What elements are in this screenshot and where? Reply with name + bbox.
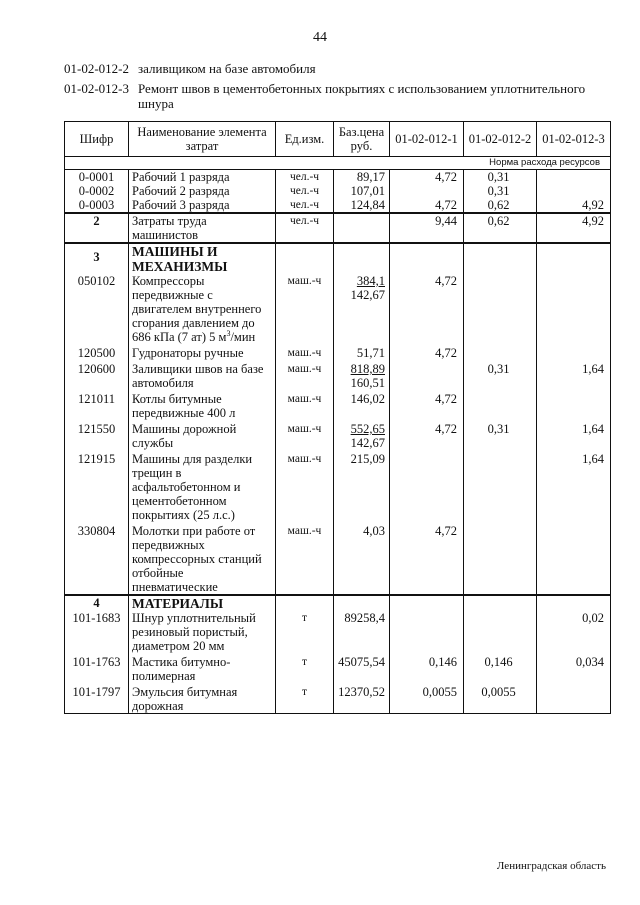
row-name: Затраты труда машинистов <box>129 213 276 243</box>
row-price: 146,02 <box>334 392 390 422</box>
row-price: 89,17 <box>334 170 390 185</box>
row-price-machinist: 142,67 <box>350 436 385 450</box>
row-v2: 0,31 <box>464 184 537 198</box>
row-name: Машины дорожной службы <box>129 422 276 452</box>
row-code: 101-1763 <box>65 655 129 685</box>
row-v2: 0,31 <box>464 422 537 452</box>
table-row <box>65 524 611 595</box>
table-row <box>65 595 611 611</box>
row-v3 <box>537 595 611 611</box>
code-description: Ремонт швов в цементобетонных покрытиях с использованием уплотнительного шнура <box>138 81 586 111</box>
row-v1: 0,0055 <box>390 685 464 714</box>
row-v1: 0,146 <box>390 655 464 685</box>
row-unit <box>276 595 334 611</box>
norm-label: Норма расхода ресурсов <box>65 157 611 170</box>
row-code: 0-0001 <box>65 170 129 185</box>
row-price: 384,1 <box>356 274 385 288</box>
footer-region: Ленинградская область <box>496 860 606 872</box>
row-v1 <box>390 184 464 198</box>
table-row <box>65 346 611 362</box>
row-v1 <box>390 243 464 274</box>
table-row <box>65 274 611 346</box>
row-unit: маш.-ч <box>276 346 334 362</box>
row-unit: маш.-ч <box>276 422 334 452</box>
row-v2: 0,0055 <box>464 685 537 714</box>
table-row <box>65 170 611 185</box>
table-row <box>65 392 611 422</box>
row-v1 <box>390 611 464 655</box>
row-price: 51,71 <box>334 346 390 362</box>
table-row <box>65 213 611 243</box>
row-code: 330804 <box>65 524 129 595</box>
row-v3: 1,64 <box>537 362 611 392</box>
code-label: 01-02-012-2 <box>64 61 129 76</box>
code-line-2 <box>64 81 598 111</box>
row-name: Рабочий 3 разряда <box>129 198 276 213</box>
row-v3 <box>537 392 611 422</box>
header-col1: 01-02-012-1 <box>390 122 464 157</box>
row-unit: т <box>276 655 334 685</box>
row-v3 <box>537 524 611 595</box>
row-unit: чел.-ч <box>276 198 334 213</box>
row-unit: т <box>276 685 334 714</box>
row-v1 <box>390 362 464 392</box>
row-unit: маш.-ч <box>276 452 334 524</box>
row-price <box>334 213 390 243</box>
row-price-machinist: 160,51 <box>350 376 385 390</box>
table-row <box>65 685 611 714</box>
row-v2 <box>464 274 537 346</box>
row-name: Мастика битумно-полимерная <box>129 655 276 685</box>
row-v1: 4,72 <box>390 198 464 213</box>
row-code: 050102 <box>65 274 129 346</box>
page-number: 44 <box>313 30 327 45</box>
row-code: 121550 <box>65 422 129 452</box>
row-code: 120500 <box>65 346 129 362</box>
row-name: Заливщики швов на базе автомобиля <box>129 362 276 392</box>
code-line-1 <box>64 61 598 76</box>
row-unit: чел.-ч <box>276 170 334 185</box>
row-name: Эмульсия битумная дорожная <box>129 685 276 714</box>
row-code: 101-1683 <box>65 611 129 655</box>
row-unit: чел.-ч <box>276 213 334 243</box>
row-v3 <box>537 184 611 198</box>
row-code: 121915 <box>65 452 129 524</box>
row-name-tail: /мин <box>230 330 256 344</box>
header-col2: 01-02-012-2 <box>464 122 537 157</box>
row-code: 101-1797 <box>65 685 129 714</box>
row-unit <box>276 243 334 274</box>
row-price: 89258,4 <box>334 611 390 655</box>
row-price: 45075,54 <box>334 655 390 685</box>
row-price: 818,89 <box>350 362 385 376</box>
row-v1: 4,72 <box>390 392 464 422</box>
row-name-superscript: 3 <box>226 328 231 338</box>
row-code: 2 <box>65 213 129 243</box>
row-v3: 4,92 <box>537 213 611 243</box>
row-code: 3 <box>65 243 129 274</box>
row-name: Рабочий 2 разряда <box>129 184 276 198</box>
table-row <box>65 611 611 655</box>
row-v2: 0,31 <box>464 362 537 392</box>
row-name-text: Компрессоры передвижные с двигателем внутреннего сгорания давлением до 686 кПа (7 ат) 5 м <box>132 274 262 344</box>
row-unit: чел.-ч <box>276 184 334 198</box>
row-price: 12370,52 <box>334 685 390 714</box>
table-row <box>65 184 611 198</box>
row-price-cell <box>334 362 390 392</box>
table-row <box>65 655 611 685</box>
table-row <box>65 452 611 524</box>
row-name: Гудронаторы ручные <box>129 346 276 362</box>
row-v2 <box>464 524 537 595</box>
row-price-cell <box>334 422 390 452</box>
row-v2: 0,62 <box>464 213 537 243</box>
row-v2 <box>464 452 537 524</box>
row-v2 <box>464 392 537 422</box>
header-col3: 01-02-012-3 <box>537 122 611 157</box>
header-unit: Ед.изм. <box>276 122 334 157</box>
code-label: 01-02-012-3 <box>64 81 129 96</box>
row-name: Котлы битумные передвижные 400 л <box>129 392 276 422</box>
row-price-cell <box>334 274 390 346</box>
row-unit: маш.-ч <box>276 274 334 346</box>
row-v3: 0,02 <box>537 611 611 655</box>
row-code: 4 <box>65 595 129 611</box>
row-v2 <box>464 346 537 362</box>
row-price: 107,01 <box>334 184 390 198</box>
row-v3 <box>537 685 611 714</box>
header-code: Шифр <box>65 122 129 157</box>
row-v2 <box>464 611 537 655</box>
row-code: 121011 <box>65 392 129 422</box>
row-price-machinist: 142,67 <box>350 288 385 302</box>
table-row <box>65 243 611 274</box>
row-v1: 9,44 <box>390 213 464 243</box>
row-v1 <box>390 452 464 524</box>
row-price: 124,84 <box>334 198 390 213</box>
row-v1: 4,72 <box>390 524 464 595</box>
row-price <box>334 243 390 274</box>
row-price: 552,65 <box>350 422 385 436</box>
norm-row <box>65 157 611 170</box>
row-v3 <box>537 274 611 346</box>
row-name <box>129 274 276 346</box>
header-name: Наименование элемента затрат <box>129 122 276 157</box>
table-header-row <box>65 122 611 157</box>
section-title: МАТЕРИАЛЫ <box>129 595 276 611</box>
code-description: заливщиком на базе автомобиля <box>138 61 316 76</box>
row-v1 <box>390 595 464 611</box>
row-v2 <box>464 595 537 611</box>
table-row <box>65 422 611 452</box>
table-row <box>65 198 611 213</box>
row-v2: 0,31 <box>464 170 537 185</box>
row-code: 0-0002 <box>65 184 129 198</box>
row-unit: маш.-ч <box>276 392 334 422</box>
row-v1: 4,72 <box>390 346 464 362</box>
header-price: Баз.цена руб. <box>334 122 390 157</box>
row-unit: маш.-ч <box>276 362 334 392</box>
row-v1: 4,72 <box>390 274 464 346</box>
row-v3 <box>537 346 611 362</box>
row-v3: 1,64 <box>537 452 611 524</box>
row-v3: 4,92 <box>537 198 611 213</box>
row-v2 <box>464 243 537 274</box>
row-name: Шнур уплотнительный резиновый пористый, диаметром 20 мм <box>129 611 276 655</box>
row-code: 0-0003 <box>65 198 129 213</box>
row-v3 <box>537 243 611 274</box>
row-price: 4,03 <box>334 524 390 595</box>
row-v1: 4,72 <box>390 170 464 185</box>
row-code: 120600 <box>65 362 129 392</box>
row-v3: 0,034 <box>537 655 611 685</box>
resource-table <box>64 121 611 714</box>
row-unit: маш.-ч <box>276 524 334 595</box>
row-v2: 0,146 <box>464 655 537 685</box>
row-v1: 4,72 <box>390 422 464 452</box>
row-name: Рабочий 1 разряда <box>129 170 276 185</box>
row-unit: т <box>276 611 334 655</box>
row-price: 215,09 <box>334 452 390 524</box>
row-name: Молотки при работе от передвижных компрессорных станций отбойные пневматические <box>129 524 276 595</box>
section-title: МАШИНЫ И МЕХАНИЗМЫ <box>129 243 276 274</box>
table-row <box>65 362 611 392</box>
row-price <box>334 595 390 611</box>
row-v3: 1,64 <box>537 422 611 452</box>
row-name: Машины для разделки трещин в асфальтобетонном и цементобетонном покрытиях (25 л.с.) <box>129 452 276 524</box>
row-v2: 0,62 <box>464 198 537 213</box>
row-v3 <box>537 170 611 185</box>
